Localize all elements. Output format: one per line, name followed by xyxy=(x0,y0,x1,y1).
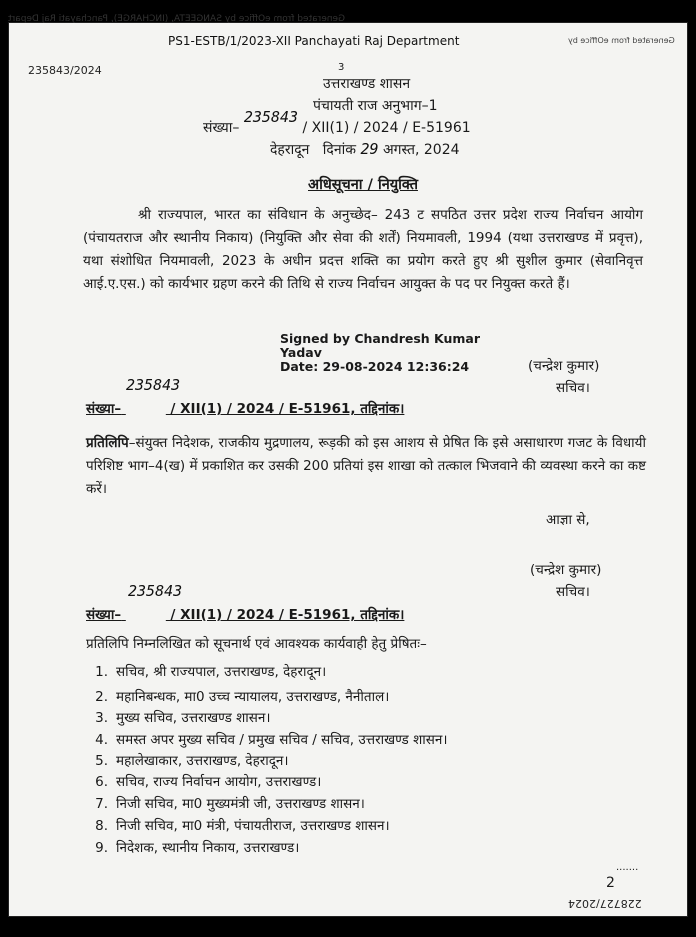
copy2-number-rest: / XII(1) / 2024 / E-51961, तद्दिनांक। xyxy=(170,607,405,623)
mirrored-footer-reference: 228727/2024 xyxy=(568,897,642,910)
page-mark: 3 xyxy=(338,62,345,73)
handwritten-date: 29 xyxy=(360,140,379,158)
copy2-number-label: संख्या– xyxy=(86,607,122,623)
copy1-signatory-name: (चन्द्रेश कुमार) xyxy=(530,562,602,578)
handwritten-number-copy2: 235843 xyxy=(128,582,183,600)
copy2-intro: प्रतिलिपि निम्नलिखित को सूचनार्थ एवं आवश्यक कार्यवाही हेतु प्रेषितः– xyxy=(86,636,427,652)
list-item: 9. निदेशक, स्थानीय निकाय, उत्तराखण्ड। xyxy=(95,840,300,856)
notice-title: अधिसूचना / नियुक्ति xyxy=(308,177,418,193)
copy1-number-line xyxy=(86,399,404,417)
signature-line-1: Signed by Chandresh Kumar xyxy=(280,331,481,346)
file-banner: PS1-ESTB/1/2023-XII Panchayati Raj Department xyxy=(168,34,460,48)
date-rest: अगस्त, 2024 xyxy=(382,142,460,158)
list-item: 1. सचिव, श्री राज्यपाल, उत्तराखण्ड, देहरादून। xyxy=(95,664,327,680)
copy1-paragraph xyxy=(86,432,646,501)
page-number: 2 xyxy=(606,875,615,891)
list-item: 6. सचिव, राज्य निर्वाचन आयोग, उत्तराखण्ड। xyxy=(95,774,322,790)
signature-line-3: Date: 29-08-2024 12:36:24 xyxy=(280,359,470,374)
letter-number xyxy=(203,108,471,137)
body-paragraph: श्री राज्यपाल, भारत का संविधान के अनुच्छेद– 243 ट सपठित उत्तर प्रदेश राज्य निर्वाचन आयोग (पंचायतराज और स्थानीय निकाय) (नियुक्ति और सेवा की शर्तें) नियमावली, 1994 (यथा उत्तराखण्ड में प्रवृत्त), यथा संशोधित नियमावली, 2023 के अधीन प्रदत्त शक्ति का प्रयोग करते हुए श्री सुशील कुमार (सेवानिवृत्त आई.ए.एस.) को कार्यभार ग्रहण करने की तिथि से राज्य निर्वाचन आयुक्त के पद पर नियुक्त करते हैं। xyxy=(83,207,643,292)
list-item: 4. समस्त अपर मुख्य सचिव / प्रमुख सचिव / सचिव, उत्तराखण्ड शासन। xyxy=(95,732,448,748)
handwritten-number: 235843 xyxy=(243,108,299,126)
recipient-list xyxy=(86,662,646,862)
mirrored-header-left: Generated from eOffice by SANGEETA, (INCHARGE), Panchayati Raj Depart xyxy=(8,14,346,24)
government-name: उत्तराखण्ड शासन xyxy=(323,76,411,92)
copy2-number-line xyxy=(86,605,404,623)
digital-signature xyxy=(280,332,480,374)
continuation-dots: ....... xyxy=(616,862,639,873)
number-label: संख्या– xyxy=(203,120,240,136)
document-page xyxy=(8,14,688,917)
section-name: पंचायती राज अनुभाग–1 xyxy=(313,98,438,114)
handwritten-number-copy1: 235843 xyxy=(126,376,181,394)
copy1-number-rest: / XII(1) / 2024 / E-51961, तद्दिनांक। xyxy=(170,401,405,417)
copy1-signatory-designation: सचिव। xyxy=(556,584,590,600)
copy1-lead: प्रतिलिपि xyxy=(86,435,129,451)
order-line: आज्ञा से, xyxy=(546,512,590,528)
signatory-name: (चन्द्रेश कुमार) xyxy=(528,358,600,374)
number-rest: / XII(1) / 2024 / E-51961 xyxy=(302,120,471,136)
list-item: 5. महालेखाकार, उत्तराखण्ड, देहरादून। xyxy=(95,753,289,769)
file-reference: 235843/2024 xyxy=(28,64,102,77)
place: देहरादून xyxy=(270,142,310,158)
mirrored-header-right: Generated from eOffice by xyxy=(568,36,675,45)
place-date-line xyxy=(270,140,460,159)
list-item: 3. मुख्य सचिव, उत्तराखण्ड शासन। xyxy=(95,710,271,726)
list-item: 7. निजी सचिव, मा0 मुख्यमंत्री जी, उत्तराखण्ड शासन। xyxy=(95,796,365,812)
signature-line-2: Yadav xyxy=(280,345,322,360)
copy1-text: –संयुक्त निदेशक, राजकीय मुद्रणालय, रूड़की को इस आशय से प्रेषित कि इसे असाधारण गजट के विधायी परिशिष्ट भाग–4(ख) में प्रकाशित कर उसकी 200 प्रतियां इस शाखा को तत्काल भिजवाने की व्यवस्था करने का कष्ट करें। xyxy=(86,435,646,497)
list-item: 2. महानिबन्धक, मा0 उच्च न्यायालय, उत्तराखण्ड, नैनीताल। xyxy=(95,689,390,705)
list-item: 8. निजी सचिव, मा0 मंत्री, पंचायतीराज, उत्तराखण्ड शासन। xyxy=(95,818,390,834)
signatory-designation: सचिव। xyxy=(556,380,590,396)
date-label: दिनांक xyxy=(322,142,357,158)
copy1-number-label: संख्या– xyxy=(86,401,122,417)
